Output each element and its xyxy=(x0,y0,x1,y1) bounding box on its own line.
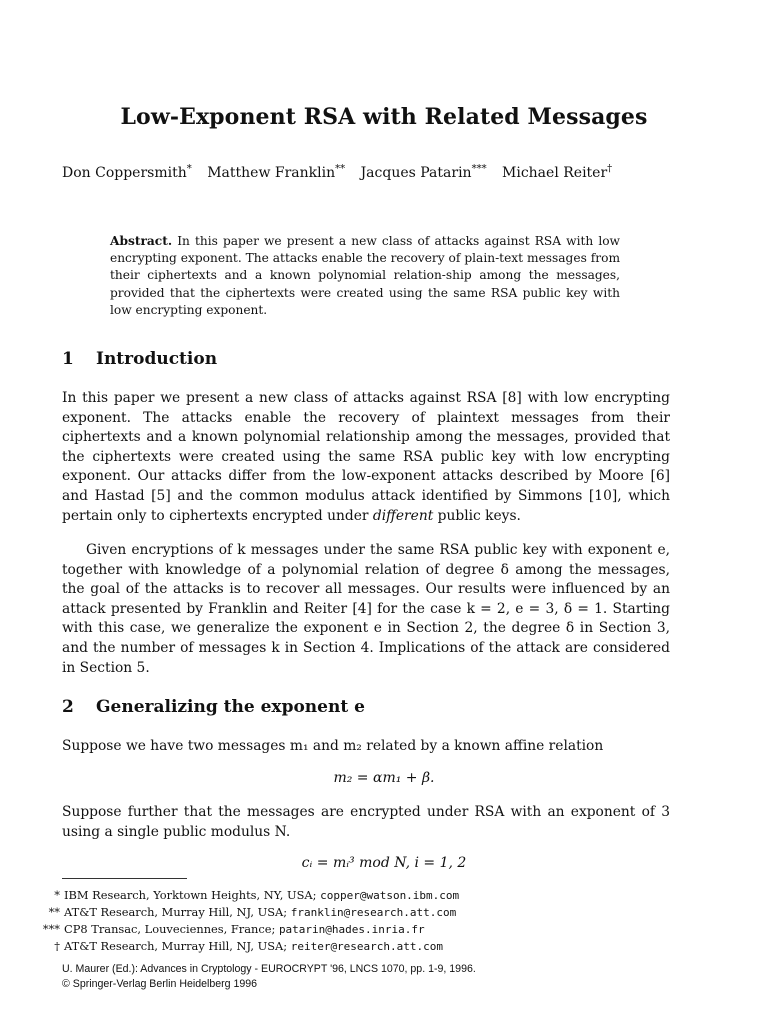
imprint-copyright: © Springer-Verlag Berlin Heidelberg 1996 xyxy=(62,978,258,990)
intro-paragraph-2: Given encryptions of k messages under the same RSA public key with exponent e, together with knowledge of a polynomial relation of degree δ among the messages, the goal of the attacks is to recover all messages. Our results were influenced by an attack presented by Franklin and Reiter [4] for the case k = 2, e = 3, δ = 1. Starting with this case, we generalize the exponent e in Section 2, the degree δ in Section 3, and the number of messages k in Section 4. Implications of the attack are considered in Section 5. xyxy=(62,542,670,676)
equation-encryption: cᵢ = mᵢ³ mod N, i = 1, 2 xyxy=(301,855,467,871)
author: Jacques Patarin*** xyxy=(360,163,487,181)
footnote-divider xyxy=(62,878,187,879)
author-list xyxy=(62,163,712,181)
abstract-text: In this paper we present a new class of attacks against RSA with low encrypting exponent. The attacks enable the recovery of plain-text messages from their ciphertexts and a known polynomial relation-ship among the messages, provided that the ciphertexts were created using the same RSA public key with low encrypting exponent. xyxy=(110,234,620,317)
equation-affine-relation: m₂ = αm₁ + β. xyxy=(333,770,435,786)
footnote-email: franklin@research.att.com xyxy=(290,906,457,919)
footnote-email: patarin@hades.inria.fr xyxy=(278,923,425,936)
abstract-label: Abstract. xyxy=(110,234,173,248)
section-heading-generalizing: 2 Generalizing the exponent e xyxy=(62,697,365,717)
footnote-email: copper@watson.ibm.com xyxy=(320,889,460,902)
author: Matthew Franklin** xyxy=(207,163,346,181)
footnote: *** CP8 Transac, Louveciennes, France; patarin@hades.inria.fr xyxy=(42,922,425,936)
footnote: † AT&T Research, Murray Hill, NJ, USA; reiter@research.att.com xyxy=(54,939,444,953)
section2-paragraph-2: Suppose further that the messages are encrypted under RSA with an exponent of 3 using a single public modulus N. xyxy=(62,804,670,840)
author: Michael Reiter† xyxy=(502,163,613,181)
author: Don Coppersmith* xyxy=(62,163,192,181)
footnote: ** AT&T Research, Murray Hill, NJ, USA; franklin@research.att.com xyxy=(48,905,457,919)
abstract xyxy=(110,233,620,319)
footnote-email: reiter@research.att.com xyxy=(290,940,444,953)
imprint-citation: U. Maurer (Ed.): Advances in Cryptology - EUROCRYPT '96, LNCS 1070, pp. 1-9, 1996. xyxy=(62,963,476,975)
paper-title: Low-Exponent RSA with Related Messages xyxy=(120,104,648,130)
section2-paragraph-1: Suppose we have two messages m₁ and m₂ related by a known affine relation xyxy=(62,738,604,754)
intro-paragraph-1: In this paper we present a new class of attacks against RSA [8] with low encrypting exponent. The attacks enable the recovery of plaintext messages from their ciphertexts and a known polynomial relationship among the messages, provided that the ciphertexts were created using the same RSA public key with low encrypting exponent. Our attacks differ from the low-exponent attacks described by Moore [6] and Hastad [5] and the common modulus attack identified by Simmons [10], which pertain only to ciphertexts encrypted under different public keys. xyxy=(62,390,670,524)
footnote: * IBM Research, Yorktown Heights, NY, USA; copper@watson.ibm.com xyxy=(54,888,460,902)
section-heading-introduction: 1 Introduction xyxy=(62,349,218,369)
